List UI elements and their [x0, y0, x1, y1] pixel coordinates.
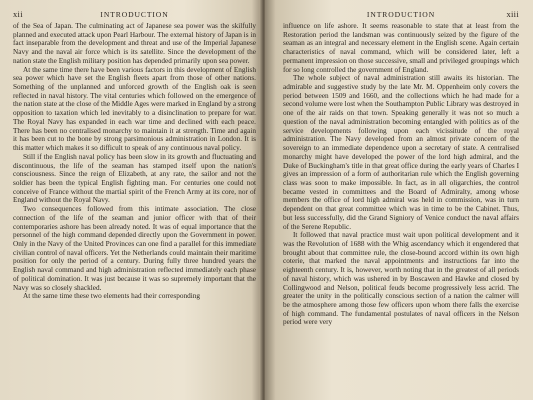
right-page: [265, 0, 533, 400]
running-head-title: INTRODUCTION: [100, 10, 169, 19]
paragraph: of the Sea of Japan. The culminating act of Japanese sea power was the skilfully planned and executed attack upon Pearl Harbour. The external history of Japan is in fact inseparable from the development and threat and use of the Imperial Japanese Navy and the naval air force which is its satellite. Since the development of the nation state the English military position has depended primarily upon sea power.: [13, 22, 256, 65]
paragraph: At the same time there have been various factors in this development of English sea power which have set the English fleets apart from those of other nations. Something of the unplanned and unforced growth of the English oak is seen reflected in naval history. The vital centuries which followed on the emergence of the nation state at the close of the Middle Ages were marked in England by a strong opposition to taxation which led inevitably to a disinclination to prepare for war. The Royal Navy has expanded in each war time and declined with each peace. There has been no centralised monarchy to maintain it at strength. Time and again it has been cut to the bone by strong parsimonious administration in London. It is this matter which makes it so difficult to speak of any continuous naval policy.: [13, 65, 256, 153]
paragraph: Two consequences followed from this intimate association. The close connection of the life of the seaman and junior officer with that of their contemporaries ashore has been already noted. It was of equal importance that the personnel of the high command depended directly upon the Government in power. Only in the Navy of the United Provinces can one find a parallel for this immediate civilian control of naval officers. Yet the Netherlands could maintain their maritime position for only the period of a century. During fully three hundred years the English naval command and high administration reflected immediately each phase of political domination. It was just because it was so supremely important that the Navy was so closely shackled.: [13, 205, 256, 292]
page-number: xii: [13, 9, 23, 19]
running-head: [283, 9, 519, 20]
paragraph: influence on life ashore. It seems reasonable to state that at least from the Restoration period the landsman was continuously seized by the figure of the seaman as an integral and necessary element in the English scene. Again certain characteristics of naval command, which will be considered later, left a permanent impression on those successive, small and privileged groupings which for so long controlled the government of England.: [283, 22, 519, 74]
paragraph: Still if the English naval policy has been slow in its growth and fluctuating and discontinuous, the life of the seaman has stamped itself upon the nation's consciousness. Since the reign of Elizabeth, at any rate, the sailor and not the soldier has been the typical English fighting man. For centuries one could not conceive of France without the martial spirit of the French Army at its core, nor of England without the Royal Navy.: [13, 152, 256, 205]
paragraph: At the same time these two elements had their corresponding: [23, 292, 200, 301]
paragraph: It followed that naval practice must wait upon political development and it was the Revolution of 1688 with the Whig ascendancy which it engendered that brought about that committee rule, the close-bound accord within its own high coterie, that marked the naval appointments and instructions far into the eighteenth century. It is, however, worth noting that in the greatest of all periods of naval history, which was ushered in by Boscawen and Hawke and closed by Collingwood and Nelson, political feuds become progressively less acrid. The greater the unity in the politically conscious section of a nation the calmer will be the atmosphere among those few officers upon whom there falls the exercise of high command. The fundamental postulates of naval officers in the Nelson period were very: [283, 231, 519, 327]
left-page: [0, 0, 262, 400]
running-head: [13, 9, 256, 20]
paragraph: The whole subject of naval administration still awaits its historian. The admirable and suggestive study by the late Mr. M. Oppenheim only covers the period between 1509 and 1660, and the collections which he had made for a second volume were lost when the Southampton Public Library was destroyed in one of the air raids on that town. Speaking generally it was not so much a question of the naval administration becoming entangled with politics as of the service developments following upon each vicissitude of the royal administration. The Navy developed from an almost private concern of the sovereign to an immediate dependence upon a secretary of state. A centralised monarchy might have developed the power of the lord high admiral, and the Duke of Buckingham's title in that great office during the early years of Charles I gives an impression of a form of authoritarian rule which the English governing class was soon to make impossible. In fact, as in all oligarchies, the control became vested in committees and the Board of Admiralty, among whose members the office of lord high admiral was held in commission, was in turn dependent on that great committee which was in time to be the Cabinet. Thus, but less successfully, did the Grand Signiory of Venice conduct the naval affairs of the Serene Republic.: [283, 74, 519, 231]
running-head-title: INTRODUCTION: [366, 10, 436, 19]
page-number: xiii: [506, 9, 519, 19]
